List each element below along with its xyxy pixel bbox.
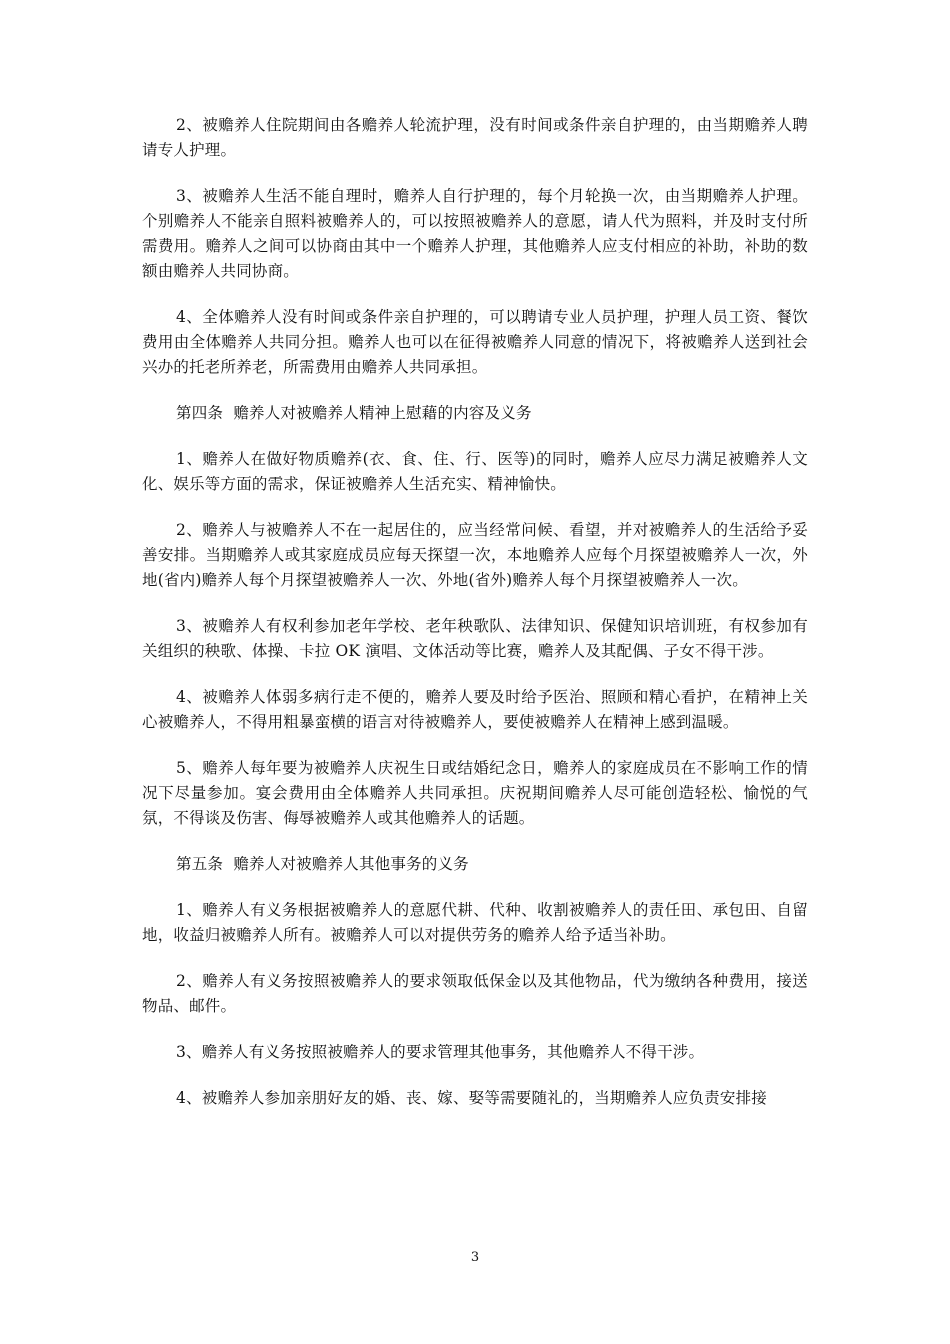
clause-paragraph: 4、被赡养人体弱多病行走不便的，赡养人要及时给予医治、照顾和精心看护，在精神上关心被赡养人，不得用粗暴蛮横的语言对待被赡养人，要使被赡养人在精神上感到温暖。	[142, 688, 808, 731]
article-heading: 第五条 赡养人对被赡养人其他事务的义务	[176, 855, 469, 873]
clause-paragraph: 2、赡养人有义务按照被赡养人的要求领取低保金以及其他物品，代为缴纳各种费用，接送物品、邮件。	[142, 972, 808, 1015]
clause-paragraph: 1、赡养人在做好物质赡养(衣、食、住、行、医等)的同时，赡养人应尽力满足被赡养人文化、娱乐等方面的需求，保证被赡养人生活充实、精神愉快。	[142, 450, 808, 493]
document-body	[142, 113, 808, 1132]
clause-paragraph: 2、赡养人与被赡养人不在一起居住的，应当经常问候、看望，并对被赡养人的生活给予妥善安排。当期赡养人或其家庭成员应每天探望一次，本地赡养人应每个月探望被赡养人一次，外地(省内)赡养人每个月探望被赡养人一次、外地(省外)赡养人每个月探望被赡养人一次。	[142, 521, 808, 589]
clause-paragraph: 3、赡养人有义务按照被赡养人的要求管理其他事务，其他赡养人不得干涉。	[176, 1043, 705, 1061]
page-number: 3	[470, 1250, 480, 1265]
clause-paragraph: 5、赡养人每年要为被赡养人庆祝生日或结婚纪念日，赡养人的家庭成员在不影响工作的情况下尽量参加。宴会费用由全体赡养人共同承担。庆祝期间赡养人尽可能创造轻松、愉悦的气氛，不得谈及伤害、侮辱被赡养人或其他赡养人的话题。	[142, 759, 808, 827]
article-heading: 第四条 赡养人对被赡养人精神上慰藉的内容及义务	[176, 404, 532, 422]
clause-paragraph: 4、被赡养人参加亲朋好友的婚、丧、嫁、娶等需要随礼的，当期赡养人应负责安排接	[176, 1089, 767, 1107]
clause-paragraph: 1、赡养人有义务根据被赡养人的意愿代耕、代种、收割被赡养人的责任田、承包田、自留地，收益归被赡养人所有。被赡养人可以对提供劳务的赡养人给予适当补助。	[142, 901, 808, 944]
clause-paragraph: 3、被赡养人生活不能自理时，赡养人自行护理的，每个月轮换一次，由当期赡养人护理。个别赡养人不能亲自照料被赡养人的，可以按照被赡养人的意愿，请人代为照料，并及时支付所需费用。赡养人之间可以协商由其中一个赡养人护理，其他赡养人应支付相应的补助，补助的数额由赡养人共同协商。	[142, 187, 808, 280]
clause-paragraph: 3、被赡养人有权利参加老年学校、老年秧歌队、法律知识、保健知识培训班，有权参加有关组织的秧歌、体操、卡拉 OK 演唱、文体活动等比赛，赡养人及其配偶、子女不得干涉。	[142, 617, 808, 660]
clause-paragraph: 2、被赡养人住院期间由各赡养人轮流护理，没有时间或条件亲自护理的，由当期赡养人聘请专人护理。	[142, 116, 808, 159]
clause-paragraph: 4、全体赡养人没有时间或条件亲自护理的，可以聘请专业人员护理，护理人员工资、餐饮费用由全体赡养人共同分担。赡养人也可以在征得被赡养人同意的情况下，将被赡养人送到社会兴办的托老所养老，所需费用由赡养人共同承担。	[142, 308, 808, 376]
